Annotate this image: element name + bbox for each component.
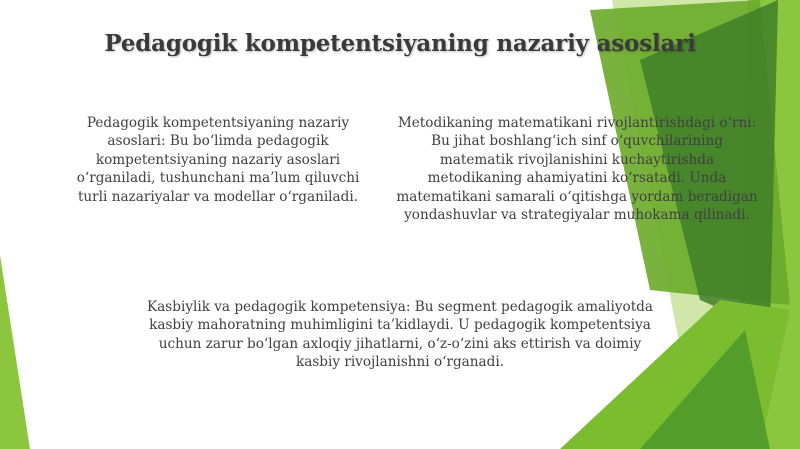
slide-title: Pedagogik kompetentsiyaning nazariy asoslari	[104, 30, 696, 57]
text-block-professionalism: Kasbiylik va pedagogik kompetensiya: Bu segment pedagogik amaliyotda kasbiy mahoratning muhimligini ta’kidlaydi. U pedagogik kompetentsiya uchun zarur bo‘lgan axloqiy jihatlarni, o‘z-o‘zini aks ettirish va doimiy kasbiy rivojlanishni o‘rganadi.	[147, 299, 653, 371]
text-block-methodology: Metodikaning matematikani rivojlantirishdagi o‘rni: Bu jihat boshlang‘ich sinf o‘quvchilarining matematik rivojlanishini kuchaytirishda metodikaning ahamiyatini ko‘rsatadi. Unda matematikani samarali o‘qitishga yordam beradigan yondashuvlar va strategiyalar muhokama qilinadi.	[396, 115, 758, 224]
text-block-theory: Pedagogik kompetentsiyaning nazariy asoslari: Bu bo‘limda pedagogik kompetentsiyaning nazariy asoslari o‘rganiladi, tushunchani ma’lum qiluvchi turli nazariyalar va modellar o‘rganiladi.	[76, 115, 360, 205]
left-edge-facet	[0, 255, 30, 449]
